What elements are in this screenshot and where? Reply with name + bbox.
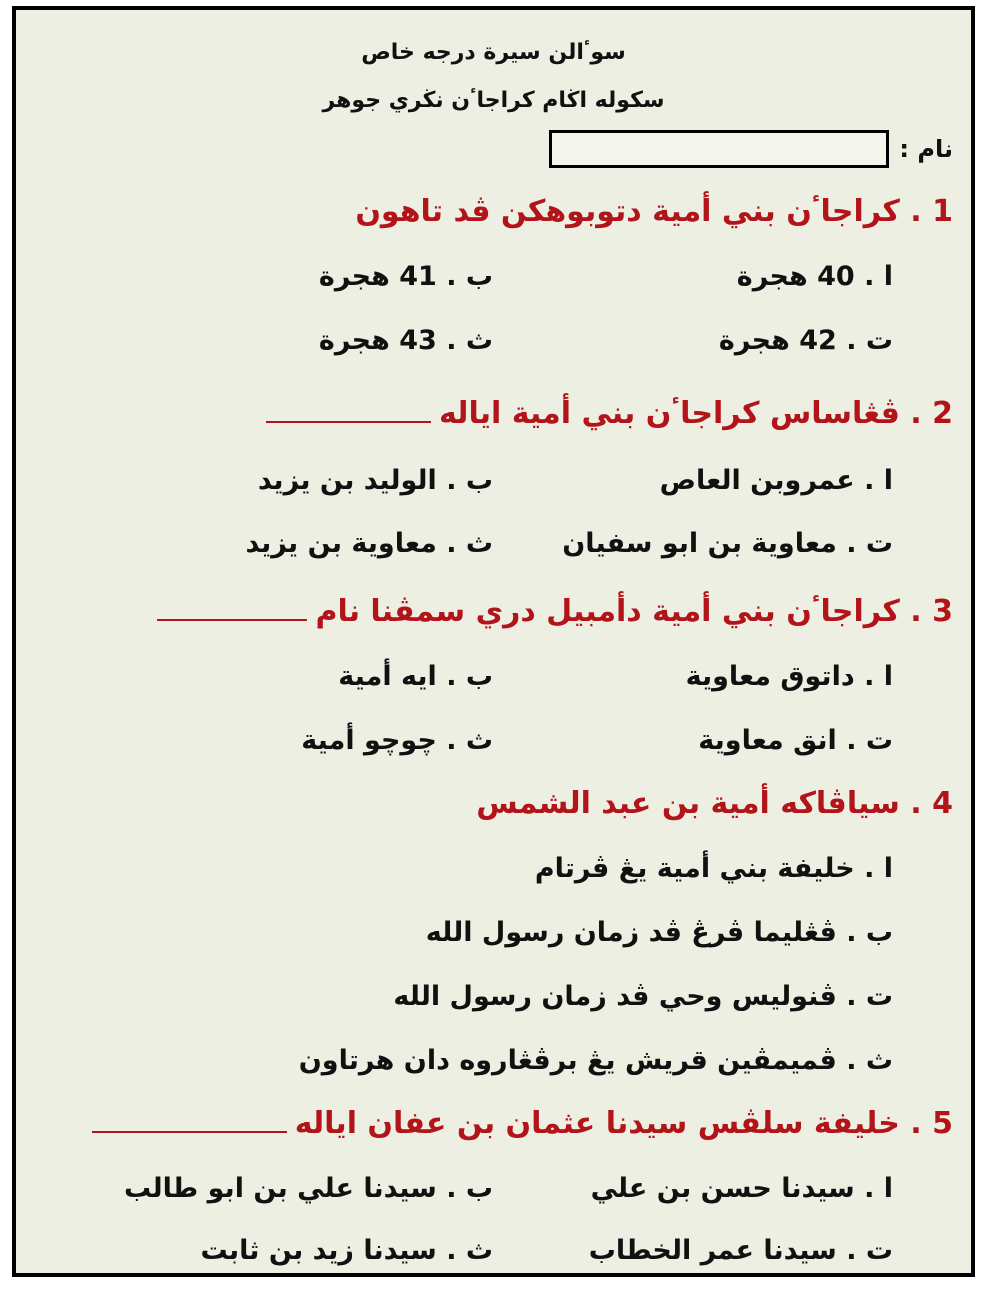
school-name: سكوله اڬام كراجاٴن نڬري جوهر (322, 88, 665, 113)
q2-option-a[interactable]: ا . عمروبن العاص (659, 465, 893, 496)
question-5-text: 5 . خليفة سلڤس سيدنا عثمان بن عفان اياله (294, 1106, 953, 1141)
name-row (549, 127, 953, 171)
question-5 (92, 1104, 953, 1144)
q4-option-d[interactable]: ث . ڤميمڤين قريش يڠ برڤڠاروه دان هرتاون (298, 1045, 893, 1076)
q3-option-d[interactable]: ث . چوچو أمية (301, 725, 493, 756)
worksheet-page (12, 6, 975, 1277)
question-2-text: 2 . ڤڠاساس كراجاٴن بني أمية اياله (438, 396, 953, 431)
worksheet-title: سوٴالن سيرة درجه خاص (361, 40, 626, 65)
question-4-text: 4 . سياڤاكه أمية بن عبد الشمس (476, 786, 953, 821)
q2-option-c[interactable]: ت . معاوية بن ابو سفيان (562, 528, 893, 559)
question-3-text: 3 . كراجاٴن بني أمية دأمبيل دري سمڤنا نام (315, 594, 953, 629)
question-1-text: 1 . كراجاٴن بني أمية دتوبوهكن ڤد تاهون (355, 194, 953, 229)
q5-option-d[interactable]: ث . سيدنا زيد بن ثابت (200, 1235, 493, 1266)
answer-blank (266, 420, 431, 423)
question-4 (476, 784, 953, 824)
q1-option-b[interactable]: ب . 41 هجرة (318, 261, 493, 292)
question-3 (157, 592, 953, 632)
q3-option-b[interactable]: ب . ايه أمية (338, 661, 493, 692)
question-2 (266, 394, 953, 434)
question-1 (355, 192, 953, 232)
q4-option-b[interactable]: ب . ڤڠليما ڤرڠ ڤد زمان رسول الله (425, 917, 893, 948)
q3-option-a[interactable]: ا . داتوق معاوية (685, 661, 893, 692)
q1-option-d[interactable]: ث . 43 هجرة (318, 325, 493, 356)
q1-option-a[interactable]: ا . 40 هجرة (736, 261, 893, 292)
q5-option-c[interactable]: ت . سيدنا عمر الخطاب (588, 1235, 893, 1266)
q2-option-d[interactable]: ث . معاوية بن يزيد (245, 528, 493, 559)
q4-option-a[interactable]: ا . خليفة بني أمية يڠ ڤرتام (534, 853, 893, 884)
answer-blank (92, 1130, 287, 1133)
q3-option-c[interactable]: ت . انق معاوية (698, 725, 893, 756)
q5-option-b[interactable]: ب . سيدنا علي بن ابو طالب (123, 1173, 493, 1204)
q5-option-a[interactable]: ا . سيدنا حسن بن علي (590, 1173, 893, 1204)
answer-blank (157, 618, 307, 621)
q1-option-c[interactable]: ت . 42 هجرة (718, 325, 893, 356)
name-input-box[interactable] (549, 130, 889, 168)
q2-option-b[interactable]: ب . الوليد بن يزيد (257, 465, 493, 496)
q4-option-c[interactable]: ت . ڤنوليس وحي ڤد زمان رسول الله (393, 981, 893, 1012)
name-label: نام : (899, 135, 953, 163)
